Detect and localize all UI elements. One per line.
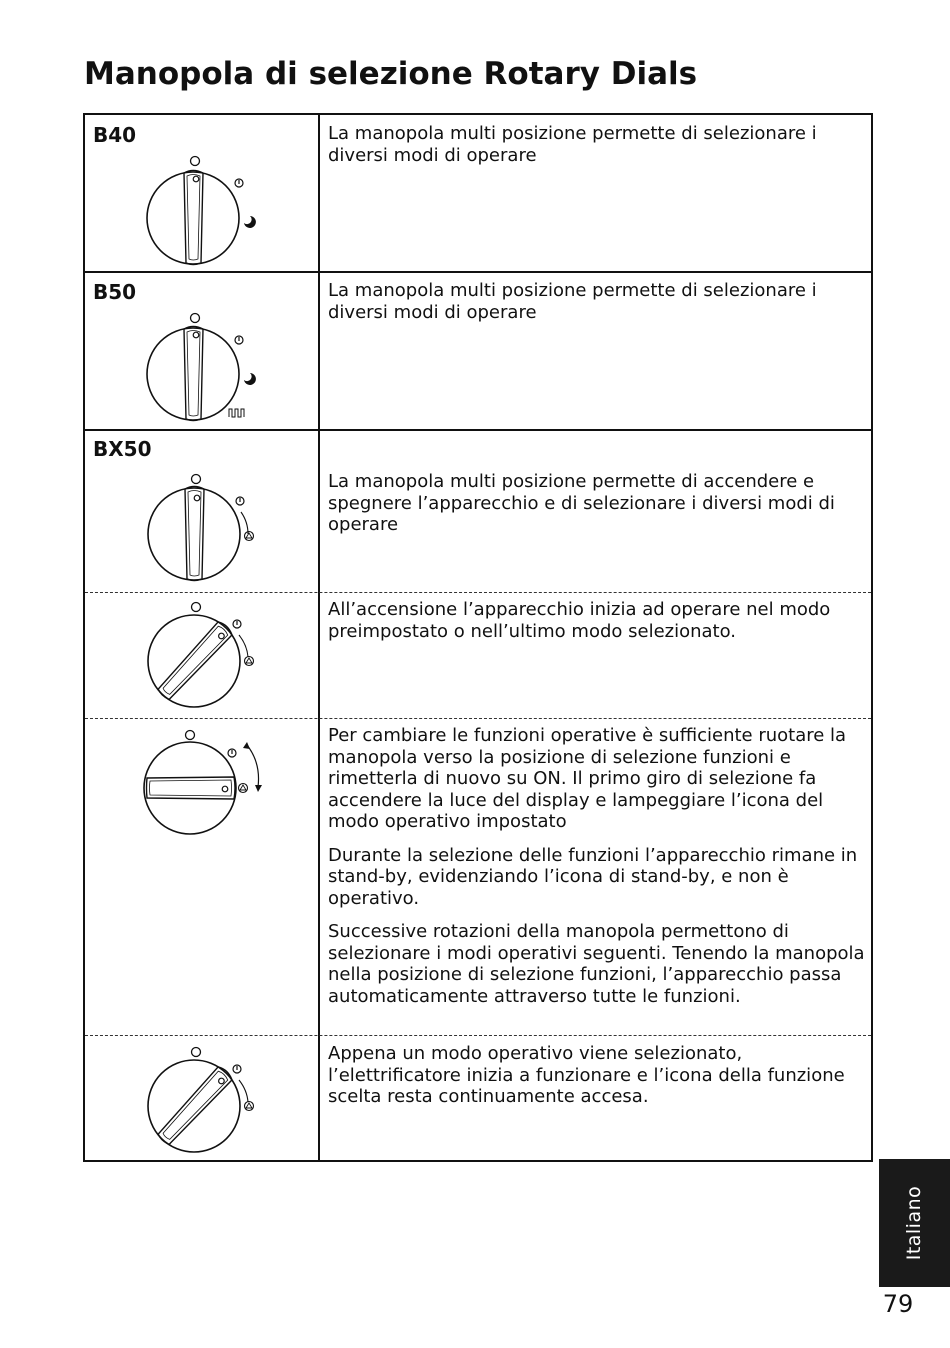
language-tab: [879, 1159, 950, 1287]
function-select-icon: [245, 1102, 254, 1111]
dial-rotation-illustration: [135, 725, 275, 837]
description-power-on: All’accensione l’apparecchio inizia ad operare nel modo preimpostato o nell’ultimo modo selezionato.: [328, 599, 831, 642]
row-divider: [85, 429, 871, 431]
paragraph-successive-rotations: Successive rotazioni della manopola permettono di selezionare i modi operativi seguenti. Tenendo la manopola nella posizione di selezione funzioni, l’apparecchio passa automaticamente attraverso tutte le funzioni.: [328, 921, 865, 1007]
on-power-icon: [235, 336, 243, 344]
off-circle-icon: [192, 603, 201, 612]
description-operating: Appena un modo operativo viene selezionato, l’elettrificatore inizia a funzionare e l’icona della funzione scelta resta continuamente accesa.: [328, 1043, 845, 1107]
on-power-icon: [228, 749, 236, 757]
language-label: Italiano: [903, 1185, 925, 1261]
paragraph-rotate-to-select: Per cambiare le funzioni operative è sufficiente ruotare la manopola verso la posizione di selezione funzioni e rimetterla di nuovo su ON. Il primo giro di selezione fa accendere la luce del display e lampeggiare l’icona del modo operativo impostato: [328, 725, 847, 832]
off-circle-icon: [192, 475, 201, 484]
function-select-icon: [245, 657, 254, 666]
description-bx50: La manopola multi posizione permette di accendere e spegnere l’apparecchio e di selezionare i diversi modi di operare: [328, 471, 835, 535]
rotary-dials-table: [83, 113, 873, 1162]
night-moon-icon: [244, 216, 256, 228]
on-power-icon: [233, 1065, 241, 1073]
function-select-icon: [245, 532, 254, 541]
on-power-icon: [233, 620, 241, 628]
description-function-selection: [328, 725, 868, 1019]
night-moon-icon: [244, 373, 256, 385]
dial-b40-illustration: [135, 151, 265, 271]
page-title: Manopola di selezione Rotary Dials: [84, 56, 698, 92]
off-circle-icon: [186, 731, 195, 740]
row-divider-dashed: [85, 1035, 871, 1036]
paragraph-standby: Durante la selezione delle funzioni l’apparecchio rimane in stand-by, evidenziando l’icona di stand-by, e non è operativo.: [328, 844, 858, 909]
heat-wave-icon: [229, 409, 244, 417]
model-label-bx50: BX50: [93, 437, 152, 461]
dial-b50-illustration: [135, 308, 265, 426]
model-label-b40: B40: [93, 123, 137, 147]
off-circle-icon: [191, 314, 200, 323]
dial-on-illustration: [135, 597, 265, 715]
model-label-b50: B50: [93, 280, 137, 304]
dial-operating-illustration: [135, 1042, 265, 1160]
description-b40: La manopola multi posizione permette di selezionare i diversi modi di operare: [328, 123, 817, 166]
off-circle-icon: [192, 1048, 201, 1057]
function-select-icon: [239, 784, 248, 793]
on-power-icon: [236, 497, 244, 505]
on-power-icon: [235, 179, 243, 187]
row-divider-dashed: [85, 718, 871, 719]
row-divider-dashed: [85, 592, 871, 593]
description-b50: La manopola multi posizione permette di selezionare i diversi modi di operare: [328, 280, 817, 323]
page-number: 79: [882, 1290, 914, 1318]
off-circle-icon: [191, 157, 200, 166]
dial-bx50-off-illustration: [135, 468, 265, 588]
row-divider: [85, 271, 871, 273]
